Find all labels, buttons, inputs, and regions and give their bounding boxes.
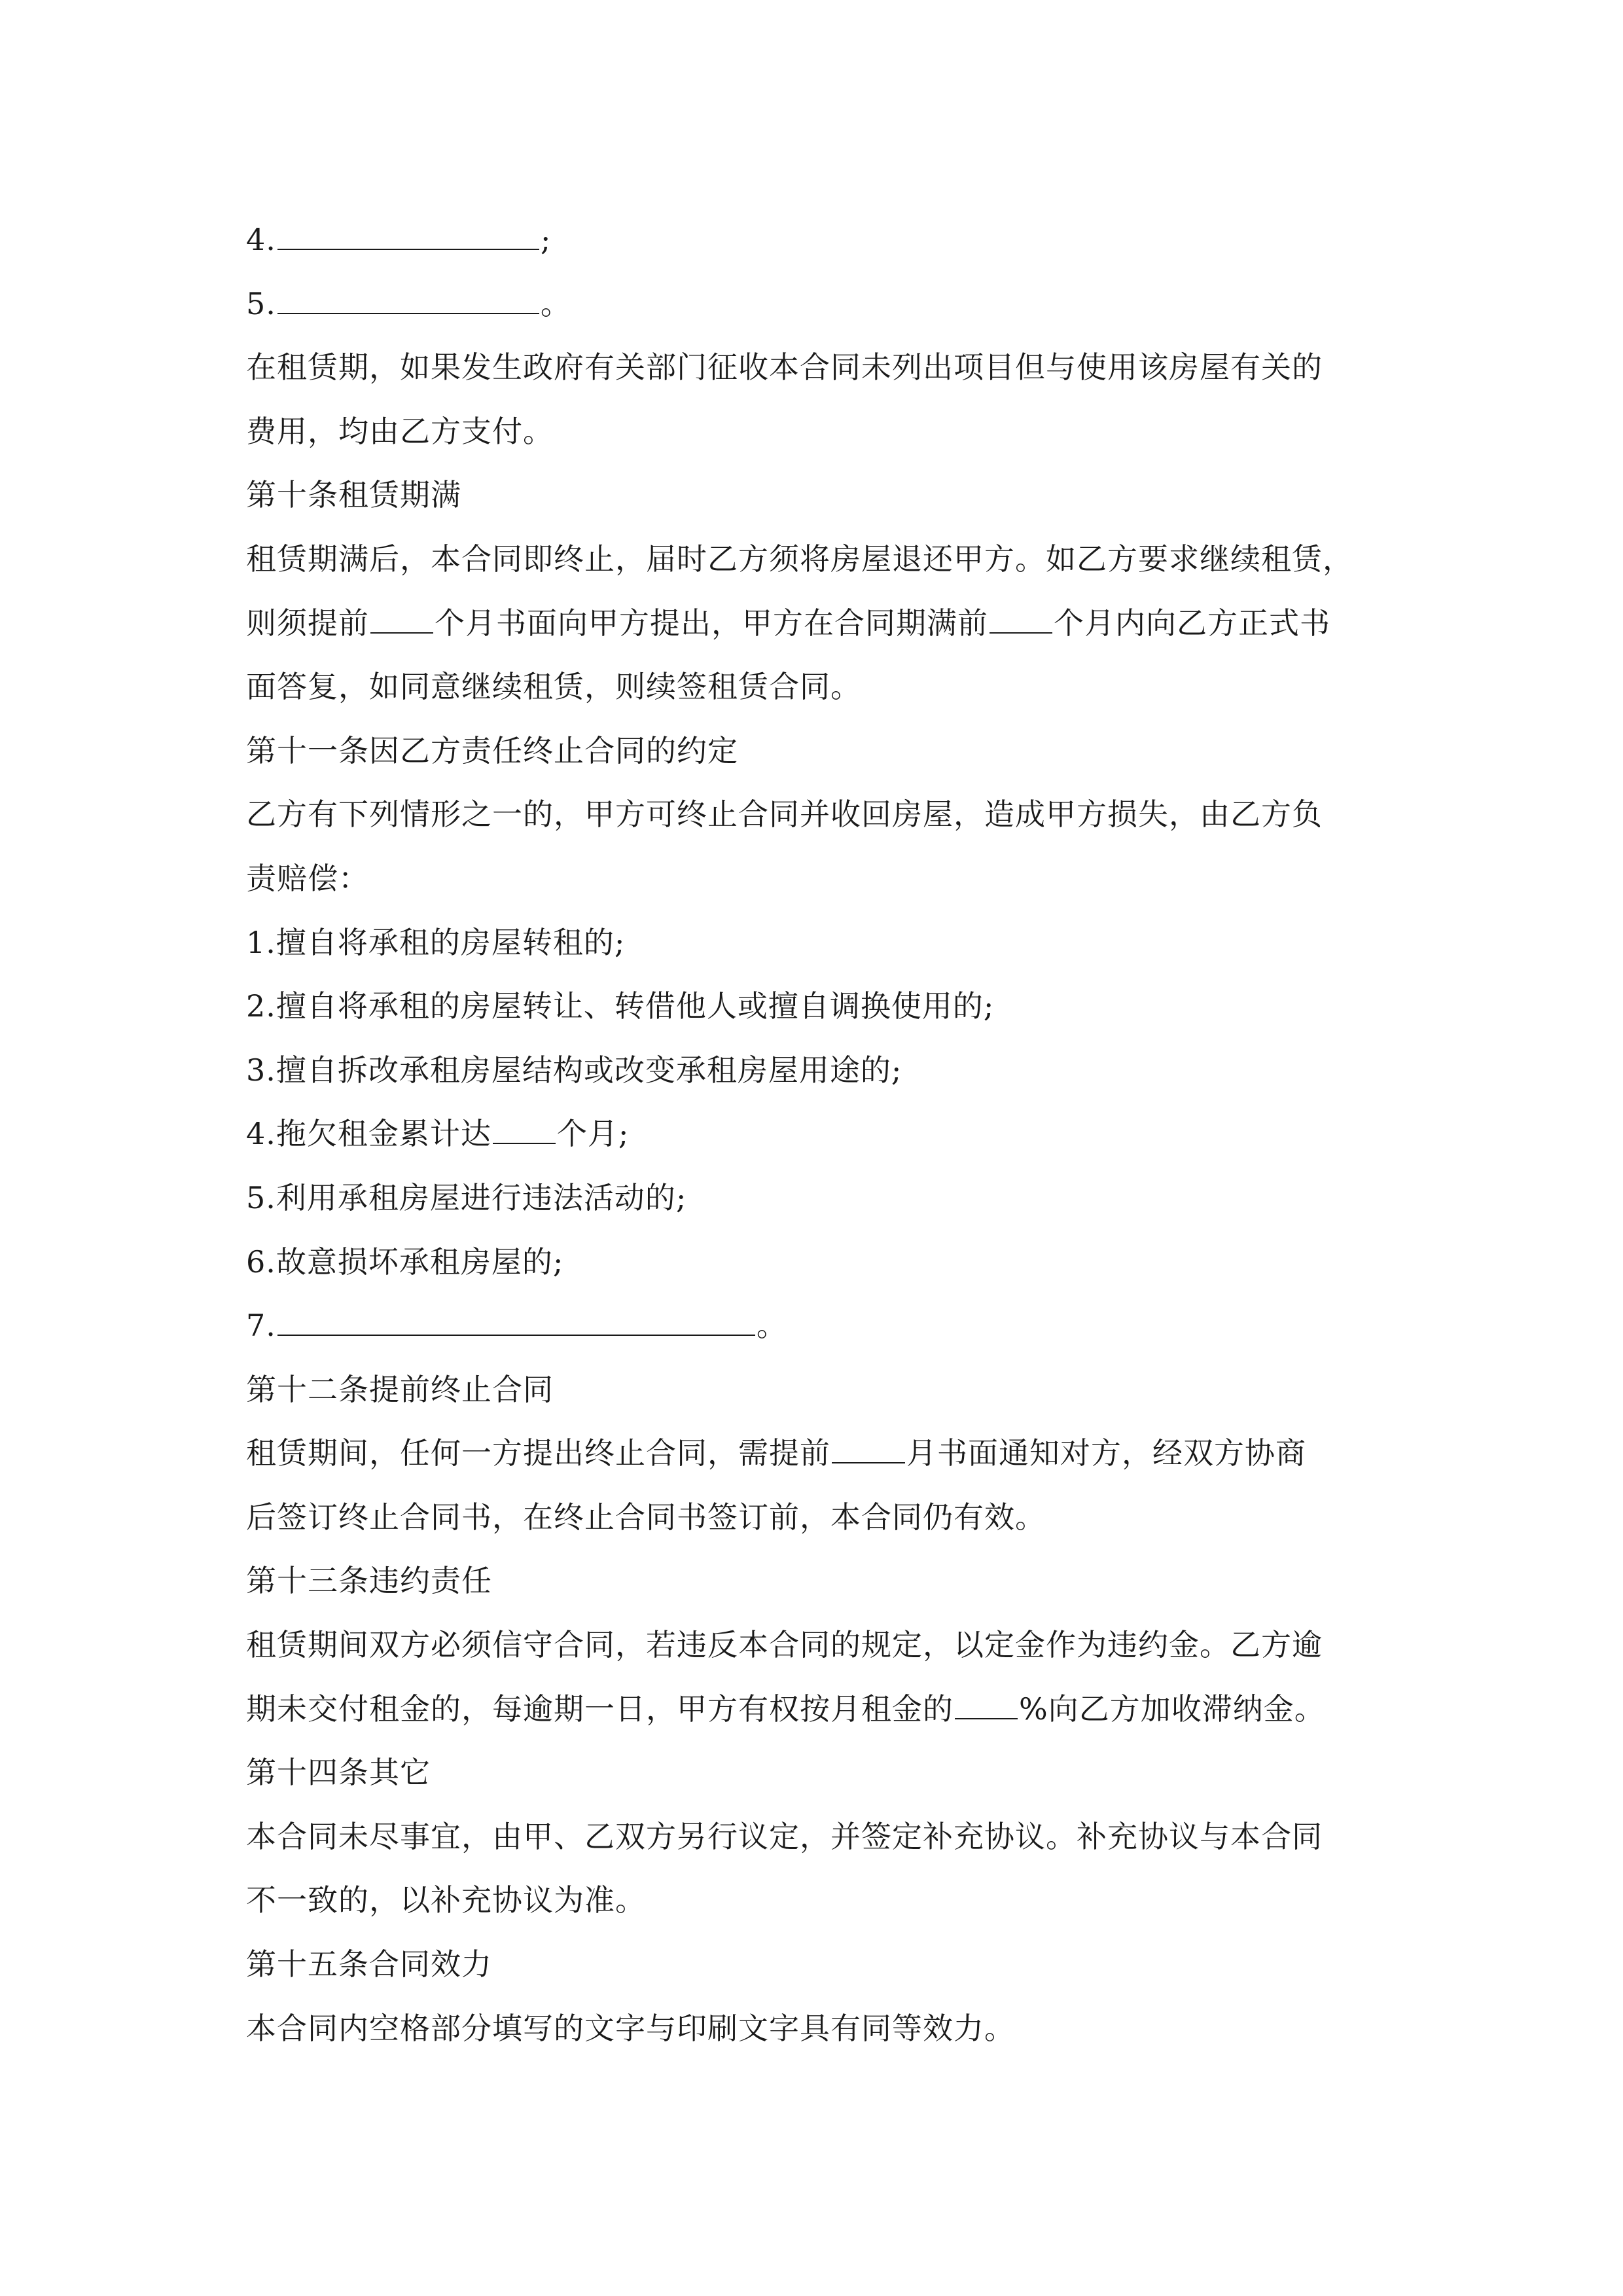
fill-in-blank: [990, 606, 1052, 634]
fill-in-blank: [277, 287, 539, 314]
paragraph-line: 租赁期间，任何一方提出终止合同，需提前 月书面通知对方，经双方协商: [246, 1435, 1306, 1471]
section-heading: 第十三条违约责任: [246, 1563, 492, 1599]
section-heading: 第十一条因乙方责任终止合同的约定: [246, 732, 738, 768]
fill-in-blank: [277, 223, 539, 250]
paragraph-line: 不一致的，以补充协议为准。: [246, 1882, 646, 1918]
paragraph-line: 责赔偿：: [246, 860, 369, 896]
list-item: 5.利用承租房屋进行违法活动的;: [246, 1179, 687, 1215]
section-heading: 第十四条其它: [246, 1755, 431, 1791]
list-item: 2.擅自将承租的房屋转让、转借他人或擅自调换使用的;: [246, 988, 995, 1024]
paragraph-line: 本合同内空格部分填写的文字与印刷文字具有同等效力。: [246, 2010, 1015, 2046]
paragraph-line: 期未交付租金的，每逾期一日，甲方有权按月租金的 %向乙方加收滞纳金。: [246, 1691, 1325, 1727]
fill-in-blank: [370, 606, 433, 634]
section-heading: 第十二条提前终止合同: [246, 1371, 554, 1407]
paragraph-line: 面答复，如同意继续租赁，则续签租赁合同。: [246, 669, 861, 705]
list-item: 4.拖欠租金累计达 个月;: [246, 1116, 630, 1152]
paragraph-line: 在租赁期，如果发生政府有关部门征收本合同未列出项目但与使用该房屋有关的: [246, 350, 1323, 386]
list-item: 3.擅自拆改承租房屋结构或改变承租房屋用途的;: [246, 1052, 902, 1088]
contract-body: [246, 208, 1378, 2060]
fill-in-blank: [277, 1308, 755, 1336]
section-heading: 第十五条合同效力: [246, 1946, 492, 1982]
paragraph-line: 则须提前 个月书面向甲方提出，甲方在合同期满前 个月内向乙方正式书: [246, 605, 1330, 641]
list-item: 5. 。: [246, 285, 571, 321]
fill-in-blank: [832, 1436, 905, 1463]
section-heading: 第十条租赁期满: [246, 477, 461, 513]
list-item: 6.故意损坏承租房屋的;: [246, 1244, 564, 1280]
paragraph-line: 本合同未尽事宜，由甲、乙双方另行议定，并签定补充协议。补充协议与本合同: [246, 1818, 1323, 1854]
paragraph-line: 费用，均由乙方支付。: [246, 413, 554, 449]
paragraph-line: 后签订终止合同书，在终止合同书签订前，本合同仍有效。: [246, 1499, 1046, 1535]
list-item: 4. ;: [246, 222, 552, 257]
fill-in-blank: [955, 1692, 1018, 1719]
list-item: 7. 。: [246, 1308, 787, 1344]
paragraph-line: 租赁期满后，本合同即终止，届时乙方须将房屋退还甲方。如乙方要求继续租赁，: [246, 541, 1353, 577]
paragraph-line: 乙方有下列情形之一的，甲方可终止合同并收回房屋，造成甲方损失，由乙方负: [246, 797, 1323, 833]
paragraph-line: 租赁期间双方必须信守合同，若违反本合同的规定，以定金作为违约金。乙方逾: [246, 1627, 1323, 1663]
fill-in-blank: [493, 1117, 556, 1144]
list-item: 1.擅自将承租的房屋转租的;: [246, 924, 626, 960]
